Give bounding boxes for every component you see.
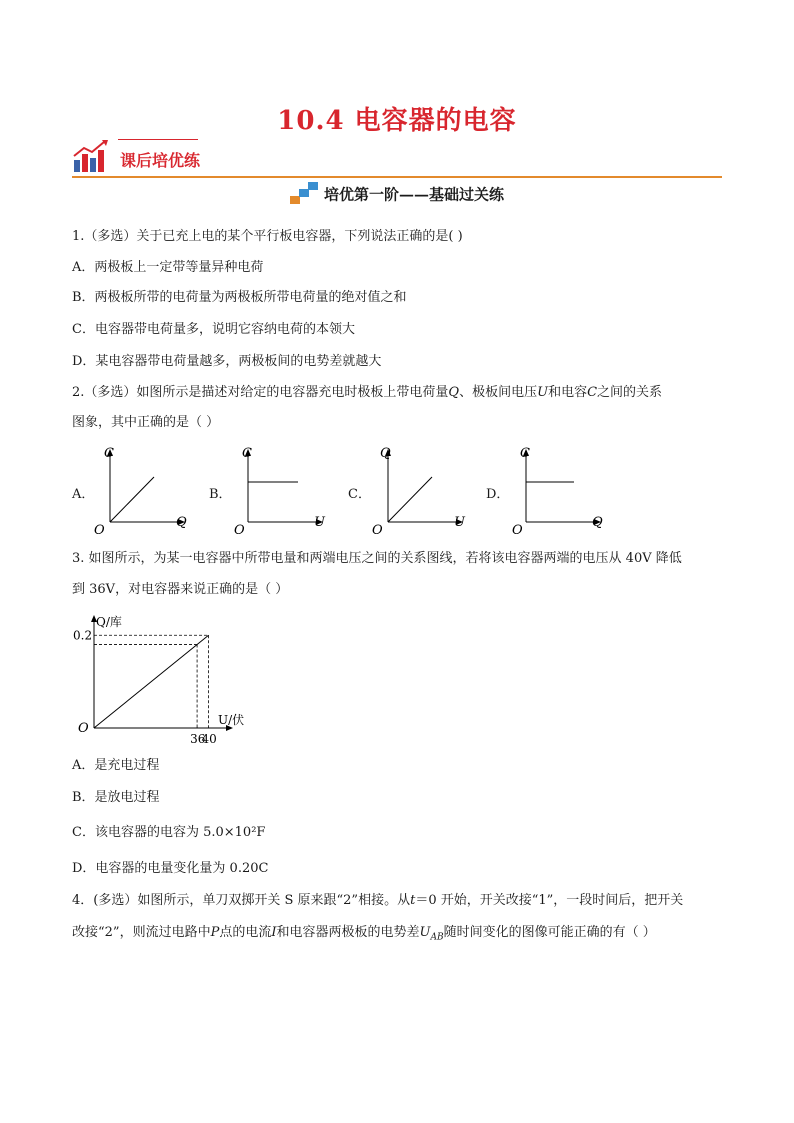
subsection-label: 培优第一阶——基础过关练	[323, 185, 504, 204]
origin-label: O	[234, 523, 245, 536]
stairs-icon	[290, 182, 320, 206]
q2-graph-a	[92, 444, 202, 536]
x-axis-label: Q	[176, 515, 187, 530]
y-axis-label: C	[520, 446, 530, 461]
q2-stem-line1: 2.（多选）如图所示是描述对给定的电容器充电时极板上带电荷量Q、极板间电压U和电容C之间的关系	[72, 385, 663, 400]
q2-option-c-label: C．	[348, 487, 371, 502]
x-axis-label: U	[454, 515, 465, 530]
q2-option-a-label: A．	[72, 487, 95, 502]
section-header	[72, 136, 722, 178]
q3-stem-line2: 到 36V，对电容器来说正确的是（ ）	[72, 582, 289, 597]
q3-series-line	[94, 635, 209, 728]
q3-option-c: C．该电容器的电容为 5.0×10²F	[72, 825, 266, 840]
q1-option-a: A．两极板上一定带等量异种电荷	[72, 260, 264, 275]
q4-stem-line1: 4．(多选）如图所示，单刀双掷开关 S 原来跟“2”相接。从t＝0 开始，开关改接“1”，一段时间后，把开关	[72, 893, 684, 908]
origin-label: O	[94, 523, 105, 536]
q3-option-b: B．是放电过程	[72, 790, 160, 805]
q3-chart	[70, 612, 260, 747]
y-axis-label: C	[242, 446, 252, 461]
header-accent-line	[118, 139, 198, 140]
q1-stem: 1.（多选）关于已充上电的某个平行板电容器，下列说法正确的是( )	[72, 229, 463, 244]
q3-y-tick-label: 0.2	[73, 628, 93, 643]
q3-x-axis-label: U/伏	[218, 713, 245, 727]
q3-option-a: A．是充电过程	[72, 758, 160, 773]
q2-graph-d	[508, 444, 618, 536]
section-label: 课后培优练	[120, 151, 201, 170]
q2-graph-c	[370, 444, 480, 536]
q3-y-axis-label: Q/库	[96, 615, 122, 629]
x-axis-label: Q	[592, 515, 603, 530]
y-axis-label: C	[104, 446, 114, 461]
subsection-header	[0, 182, 794, 206]
q3-x-tick-40: 40	[201, 732, 217, 746]
q1-option-c: C．电容器带电荷量多，说明它容纳电荷的本领大	[72, 322, 355, 337]
origin-label: O	[512, 523, 523, 536]
q3-x-tick-36: 36	[190, 732, 206, 746]
growth-chart-icon	[72, 138, 110, 174]
q2-stem-line2: 图象，其中正确的是（ ）	[72, 415, 220, 430]
q2-option-b-label: B．	[209, 487, 232, 502]
y-axis-label: Q	[380, 446, 391, 461]
q4-stem-line2: 改接“2”，则流过电路中P点的电流I和电容器两极板的电势差$U_{AB}$随时间变化的图像可能正确的有（ ）	[72, 925, 656, 943]
origin-label: O	[372, 523, 383, 536]
q2-graph-b	[230, 444, 340, 536]
page-title: 10.4 电容器的电容	[277, 106, 517, 136]
q3-option-d: D．电容器的电量变化量为 0.20C	[72, 861, 269, 876]
x-axis-label: U	[314, 515, 325, 530]
q1-option-d: D．某电容器带电荷量越多，两极板间的电势差就越大	[72, 354, 382, 369]
q1-option-b: B．两极板所带的电荷量为两极板所带电荷量的绝对值之和	[72, 290, 407, 305]
q3-stem-line1: 3. 如图所示，为某一电容器中所带电量和两端电压之间的关系图线，若将该电容器两端的电压从 40V 降低	[72, 551, 682, 566]
q3-origin-label: O	[78, 721, 89, 736]
q2-option-d-label: D．	[486, 487, 510, 502]
header-divider	[72, 176, 722, 178]
